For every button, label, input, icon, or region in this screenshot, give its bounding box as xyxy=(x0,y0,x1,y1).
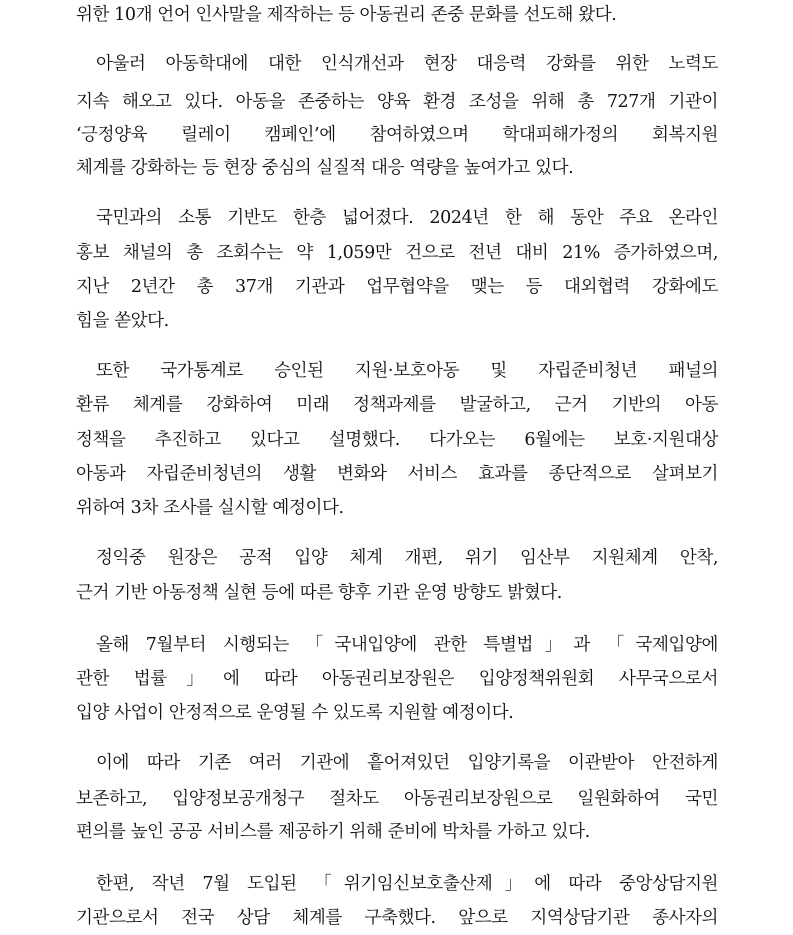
paragraph-7-line-1: 이에 따라 기존 여러 기관에 흩어져있던 입양기록을 이관받아 안전하게 xyxy=(96,753,718,773)
paragraph-2-line-3: ‘긍정양육 릴레이 캠페인’에 참여하였으며 학대피해가정의 회복지원 xyxy=(76,125,718,145)
paragraph-3-line-1: 국민과의 소통 기반도 한층 넓어졌다. 2024년 한 해 동안 주요 온라인 xyxy=(96,208,718,228)
paragraph-7-line-2: 보존하고, 입양정보공개청구 절차도 아동권리보장원으로 일원화하여 국민 xyxy=(76,789,718,809)
paragraph-2-line-1: 아울러 아동학대에 대한 인식개선과 현장 대응력 강화를 위한 노력도 xyxy=(96,54,718,74)
paragraph-6-line-1: 올해 7월부터 시행되는 「국내입양에 관한 특별법」과 「국제입양에 xyxy=(96,635,718,655)
paragraph-4-line-3: 정책을 추진하고 있다고 설명했다. 다가오는 6월에는 보호·지원대상 xyxy=(76,430,718,450)
paragraph-3-line-4: 힘을 쏟았다. xyxy=(76,311,169,331)
paragraph-2-line-4: 체계를 강화하는 등 현장 중심의 실질적 대응 역량을 높여가고 있다. xyxy=(76,158,574,178)
paragraph-5-line-2: 근거 기반 아동정책 실현 등에 따른 향후 기관 운영 방향도 밝혔다. xyxy=(76,583,562,603)
paragraph-8-line-2: 기관으로서 전국 상담 체계를 구축했다. 앞으로 지역상담기관 종사자의 xyxy=(76,908,718,928)
paragraph-8-line-1: 한편, 작년 7월 도입된 「위기임신보호출산제」에 따라 중앙상담지원 xyxy=(96,874,718,894)
paragraph-5-line-1: 정익중 원장은 공적 입양 체계 개편, 위기 임산부 지원체계 안착, xyxy=(96,548,718,568)
paragraph-2-line-2: 지속 해오고 있다. 아동을 존중하는 양육 환경 조성을 위해 총 727개 기관이 xyxy=(76,92,718,112)
paragraph-1-line-1: 위한 10개 언어 인사말을 제작하는 등 아동권리 존중 문화를 선도해 왔다. xyxy=(76,5,617,25)
paragraph-3-line-3: 지난 2년간 총 37개 기관과 업무협약을 맺는 등 대외협력 강화에도 xyxy=(76,277,718,297)
paragraph-4-line-1: 또한 국가통계로 승인된 지원·보호아동 및 자립준비청년 패널의 xyxy=(96,361,718,381)
paragraph-4-line-2: 환류 체계를 강화하여 미래 정책과제를 발굴하고, 근거 기반의 아동 xyxy=(76,395,718,415)
paragraph-3-line-2: 홍보 채널의 총 조회수는 약 1,059만 건으로 전년 대비 21% 증가하였으며, xyxy=(76,243,718,263)
paragraph-7-line-3: 편의를 높인 공공 서비스를 제공하기 위해 준비에 박차를 가하고 있다. xyxy=(76,822,590,842)
paragraph-6-line-2: 관한 법률」에 따라 아동권리보장원은 입양정책위원회 사무국으로서 xyxy=(76,669,718,689)
paragraph-4-line-5: 위하여 3차 조사를 실시할 예정이다. xyxy=(76,498,344,518)
paragraph-4-line-4: 아동과 자립준비청년의 생활 변화와 서비스 효과를 종단적으로 살펴보기 xyxy=(76,464,718,484)
paragraph-6-line-3: 입양 사업이 안정적으로 운영될 수 있도록 지원할 예정이다. xyxy=(76,703,514,723)
